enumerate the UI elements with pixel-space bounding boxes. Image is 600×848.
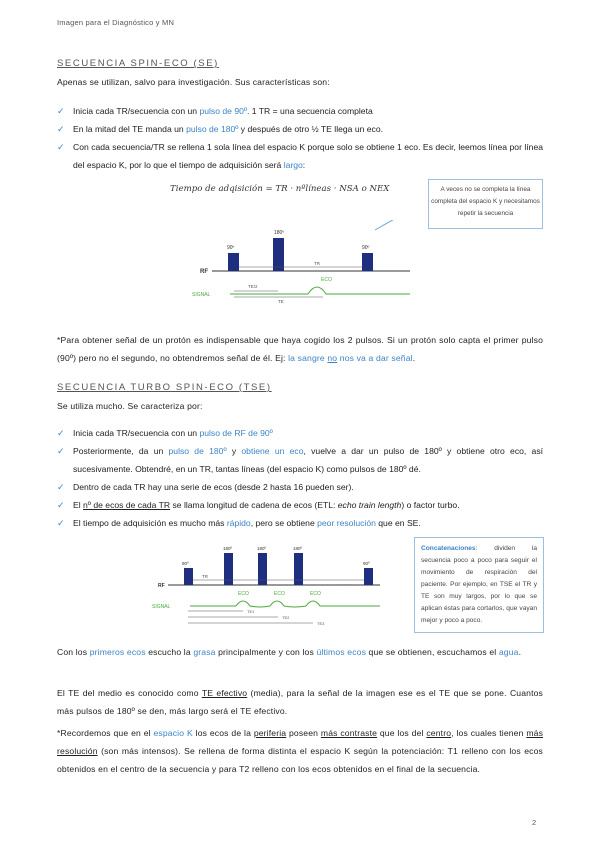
- label-rf: RF: [158, 583, 165, 589]
- text: El: [73, 500, 84, 510]
- note-title: Concatenaciones: [421, 545, 476, 552]
- underlined: más contraste: [320, 728, 378, 738]
- text: .: [518, 647, 522, 657]
- se-intro: Apenas se utilizan, salvo para investigación. Sus características son:: [57, 77, 330, 87]
- underlined: periferia: [253, 728, 287, 738]
- label-te3: TE3: [317, 621, 325, 626]
- label-signal: SIGNAL: [152, 604, 171, 610]
- highlight: primeros ecos: [89, 647, 146, 657]
- highlight: pulso de 180º: [186, 124, 239, 134]
- text: El TE del medio es conocido como: [57, 688, 202, 698]
- highlight: pulso de 90º: [199, 106, 248, 116]
- pulse-90-1: [184, 568, 193, 585]
- tse-paragraph-echoes: [57, 643, 543, 661]
- pulse-90-2: [364, 568, 373, 585]
- underlined: centro: [426, 728, 452, 738]
- text: poseen: [286, 728, 321, 738]
- acquisition-time-formula: Tiempo de adqisición = TR · nºlíneas · NSA o NEX: [170, 184, 390, 194]
- se-sequence-diagram: [190, 220, 440, 310]
- highlight: pulso de 180º: [168, 446, 227, 456]
- highlight: espacio K: [153, 728, 193, 738]
- text: .: [412, 353, 416, 363]
- text: principalmente y con los: [215, 647, 317, 657]
- text: . 1 TR = una secuencia completa: [247, 106, 373, 116]
- tse-bullet-4: [57, 496, 543, 514]
- label-signal: SIGNAL: [192, 292, 211, 298]
- text: Dentro de cada TR hay una serie de ecos (desde 2 hasta 16 pueden ser).: [73, 482, 354, 492]
- highlight: rápido: [226, 518, 251, 528]
- text: que los del: [377, 728, 427, 738]
- text: En la mitad del TE manda un: [73, 124, 187, 134]
- running-header: Imagen para el Diagnóstico y MN: [57, 18, 175, 27]
- tse-bullet-5: [57, 514, 543, 532]
- text: Inicia cada TR/secuencia con un: [73, 106, 200, 116]
- label-rf: RF: [200, 269, 208, 275]
- highlight: nos va a dar señal: [337, 353, 413, 363]
- label-90-2: 90º: [363, 561, 370, 566]
- text: *Recordemos que en el: [57, 728, 154, 738]
- side-note-concatenations: [414, 537, 544, 633]
- italic: echo train length: [337, 500, 402, 510]
- se-bullet-2: [57, 120, 543, 138]
- text: ) o factor turbo.: [401, 500, 460, 510]
- text: , vuelve a dar un pulso de 180º y obtiene otro eco, así sucesivamente. Obtendré, en un TR, tantas líneas (del espacio K) como pulsos de 180º dé.: [73, 446, 544, 474]
- label-180-3: 180º: [293, 546, 303, 551]
- text: Con cada secuencia/TR se rellena 1 sola línea del espacio K porque solo se obtiene 1 eco. Es decir, leemos línea por línea del espacio K, por lo que el tiempo de adquisición será: [73, 142, 543, 170]
- check-icon: ✓: [57, 482, 65, 492]
- text: , pero se obtiene: [250, 518, 318, 528]
- text: y después de otro ½ TE llega un eco.: [238, 124, 384, 134]
- highlight: obtiene un eco: [241, 446, 304, 456]
- text: El tiempo de adquisición es mucho más: [73, 518, 227, 528]
- underlined: nº de ecos de cada TR: [83, 500, 171, 510]
- label-eco: ECO: [321, 277, 332, 283]
- label-eco-2: ECO: [274, 591, 285, 597]
- pulse-180: [273, 238, 284, 271]
- label-180-1: 180º: [223, 546, 233, 551]
- text: Con los: [57, 647, 90, 657]
- tse-paragraph-te-effective: [57, 684, 543, 720]
- text: :: [302, 160, 306, 170]
- text: se llama longitud de cadena de ecos (ETL:: [170, 500, 338, 510]
- highlight: peor resolución: [317, 518, 376, 528]
- tse-intro: Se utiliza mucho. Se caracteriza por:: [57, 401, 203, 411]
- label-te: TE: [278, 299, 284, 304]
- text: y: [226, 446, 242, 456]
- text: que en SE.: [375, 518, 421, 528]
- label-90-1: 90º: [227, 245, 235, 251]
- tse-bullet-3: [57, 478, 543, 496]
- tse-paragraph-k-space: [57, 724, 543, 778]
- tse-sequence-diagram: [150, 540, 390, 630]
- highlight: pulso de RF de 90º: [199, 428, 273, 438]
- label-te2: TE2: [282, 615, 290, 620]
- text: , los cuales tienen: [451, 728, 527, 738]
- text: los ecos de la: [192, 728, 254, 738]
- note-pointer-line: [375, 220, 428, 230]
- check-icon: ✓: [57, 124, 65, 134]
- check-icon: ✓: [57, 142, 65, 152]
- text: (son más intensos). Se rellena de forma distinta el espacio K según la potenciación: T1 relleno con los ecos obtenidos en el centro de la secuencia y para T2 relleno con los ecos obtenidos en el final de la secuencia.: [57, 746, 543, 774]
- text: Inicia cada TR/secuencia con un: [73, 428, 200, 438]
- label-tr: TR: [202, 574, 208, 579]
- label-eco-1: ECO: [238, 591, 249, 597]
- se-bullet-1: [57, 102, 543, 120]
- se-footnote: [57, 331, 543, 367]
- text: que se obtienen, escuchamos el: [366, 647, 499, 657]
- se-bullet-3: [57, 138, 543, 174]
- highlight: largo: [283, 160, 303, 170]
- tse-bullet-2: [57, 442, 543, 478]
- pulse-90-1: [228, 253, 239, 271]
- pulse-90-2: [362, 253, 373, 271]
- highlight: últimos ecos: [316, 647, 367, 657]
- section-title-tse: SECUENCIA TURBO SPIN-ECO (TSE): [57, 382, 272, 393]
- text: Posteriormente, da un: [73, 446, 169, 456]
- text: (media), para la señal de la imagen ese es el TE que se pone. Cuantos más pulsos de 180º se den, más largo será el TE efectivo.: [57, 688, 544, 716]
- highlight: no: [327, 353, 338, 363]
- text: *Para obtener señal de un protón es indispensable que haya cogido los 2 pulsos. Si un protón solo capta el primer pulso (90º) pero no el segundo, no obtendremos señal de él. Ej:: [57, 335, 543, 363]
- note-text: : dividen la secuencia poco a poco para seguir el movimiento de respiración del paciente. Por ejemplo, en TSE el TR y TE son muy largos, por lo que se aplican éstas para cortarlos, que vayan mejor y poco a poco.: [421, 545, 537, 624]
- highlight: grasa: [193, 647, 216, 657]
- check-icon: ✓: [57, 428, 65, 438]
- check-icon: ✓: [57, 446, 65, 456]
- label-te1: TE1: [247, 609, 255, 614]
- label-90-1: 90º: [182, 561, 189, 566]
- label-eco-3: ECO: [310, 591, 321, 597]
- side-note-k-space: A veces no se completa la línea completa del espacio K y necesitamos repetir la secuencia: [428, 179, 543, 229]
- signal-line: [190, 601, 380, 607]
- label-180-2: 180º: [257, 546, 267, 551]
- highlight: la sangre: [288, 353, 328, 363]
- page-number: 2: [532, 818, 537, 827]
- underlined: más resolución: [57, 728, 544, 756]
- label-tr: TR: [314, 261, 320, 266]
- highlight: agua: [498, 647, 519, 657]
- check-icon: ✓: [57, 518, 65, 528]
- tse-bullet-1: [57, 424, 543, 442]
- label-te2: TE/2: [248, 284, 258, 289]
- section-title-se: SECUENCIA SPIN-ECO (SE): [57, 58, 219, 69]
- text: escucho la: [145, 647, 194, 657]
- gap-dots: - - -: [340, 580, 353, 589]
- check-icon: ✓: [57, 106, 65, 116]
- label-180: 180º: [274, 230, 285, 236]
- check-icon: ✓: [57, 500, 65, 510]
- label-90-2: 90º: [362, 245, 370, 251]
- underlined: TE efectivo: [201, 688, 248, 698]
